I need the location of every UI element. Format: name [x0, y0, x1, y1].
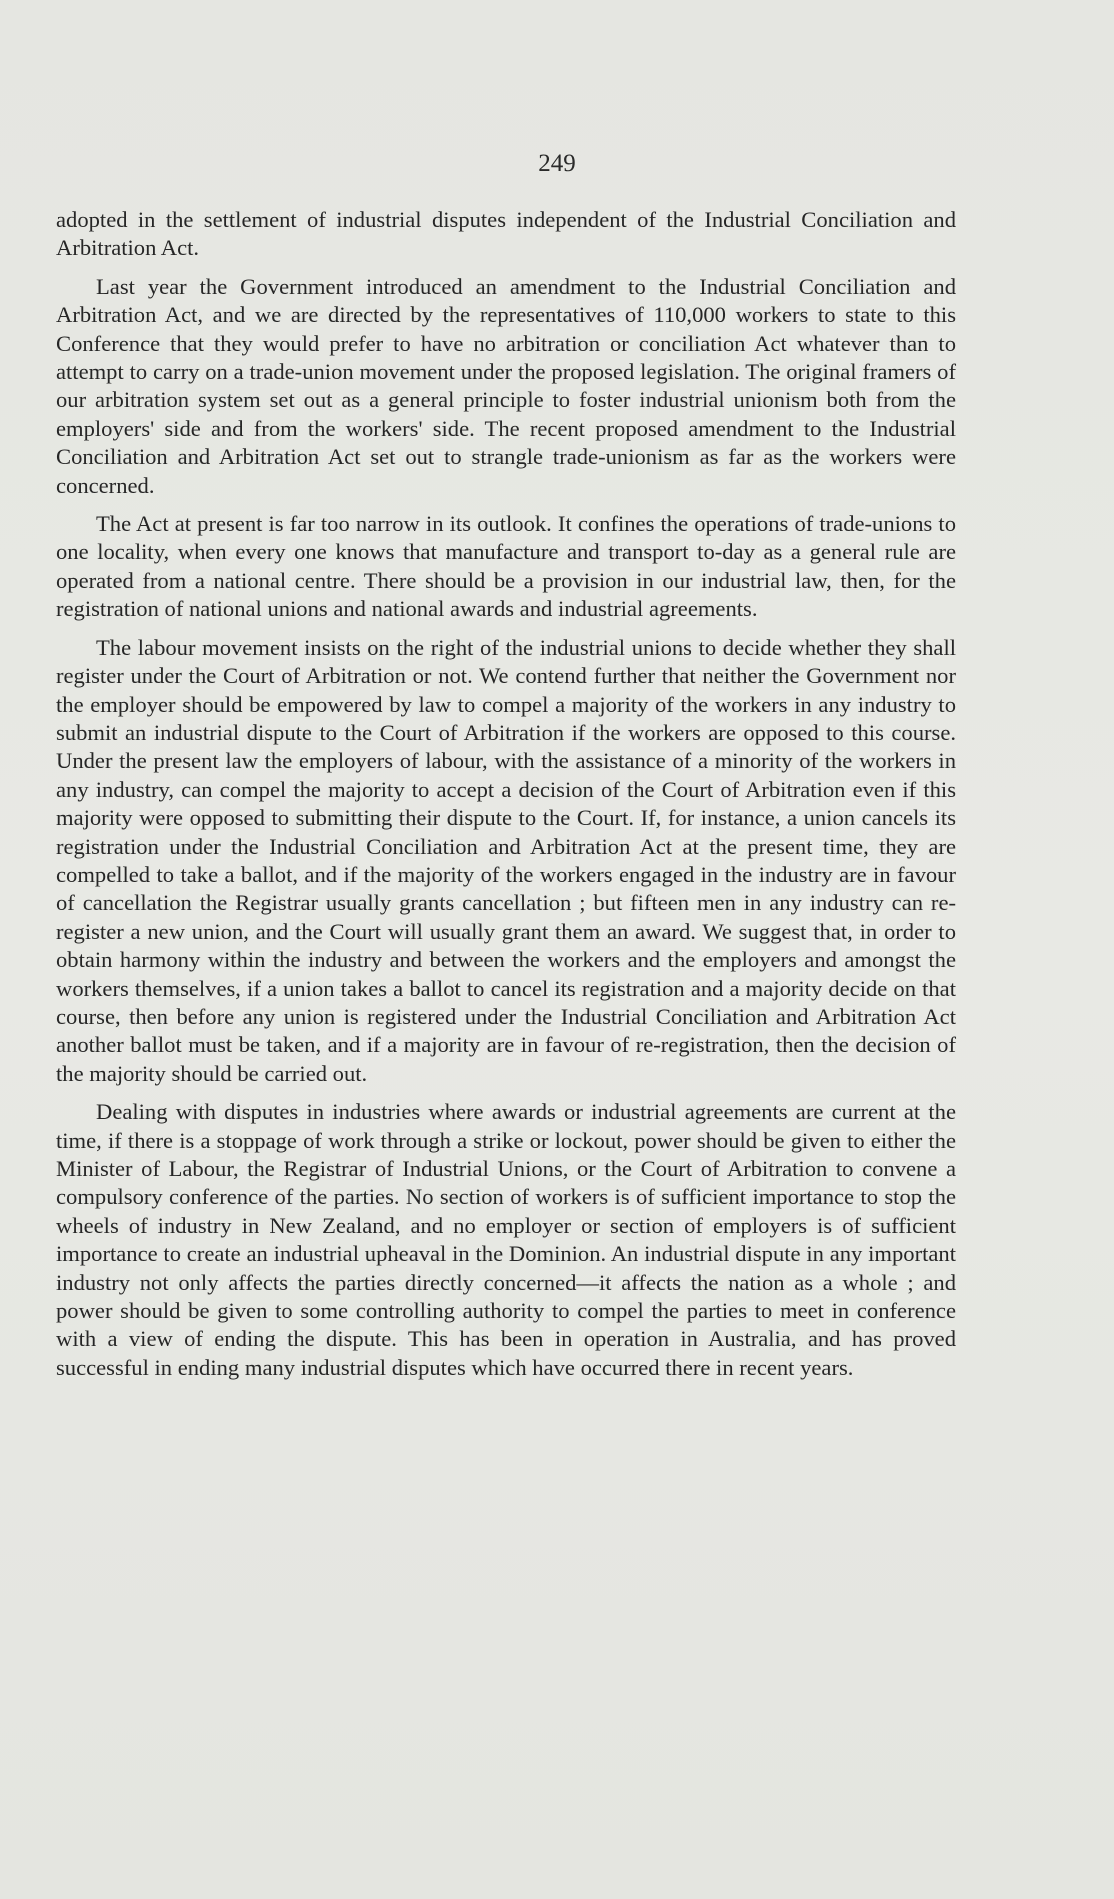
paragraph-disputes: Dealing with disputes in industries where awards or industrial agreements are current at the time, if there is a stoppage of work through a strike or lockout, power should be given to either the Minister of Labour, the Registrar of Industrial Unions, or the Court of Arbitration to convene a compulsory conference of the parties. No section of workers is of sufficient importance to stop the wheels of industry in New Zealand, and no employer or section of employers is of sufficient importance to create an industrial upheaval in the Dominion. An industrial dispute in any important industry not only affects the parties directly concerned—it affects the nation as a whole ; and power should be given to some controlling authority to compel the parties to meet in conference with a view of ending the dispute. This has been in operation in Australia, and has proved successful in ending many industrial disputes which have occurred there in recent years. — [56, 1099, 956, 1380]
paragraph-amendment: Last year the Government introduced an amendment to the Industrial Conciliation and Arbitration Act, and we are directed by the representatives of 110,000 workers to state to this Conference that they would prefer to have no arbitration or conciliation Act whatever than to attempt to carry on a trade-union movement under the proposed legislation. The original framers of our arbitration system set out as a general principle to foster industrial unionism both from the employers' side and from the workers' side. The recent proposed amendment to the Industrial Conciliation and Arbitration Act set out to strangle trade-unionism as far as the workers were concerned. — [56, 273, 956, 498]
paragraph-registration-rights: The labour movement insists on the right of the industrial unions to decide whether they shall register under the Court of Arbitration or not. We contend further that neither the Government nor the employer should be empowered by law to compel a majority of the workers in any industry to submit an industrial dispute to the Court of Arbitration if the workers are opposed to this course. Under the present law the employers of labour, with the assistance of a minority of the workers in any industry, can compel the majority to accept a decision of the Court of Arbitration even if this majority were opposed to submitting their dispute to the Court. If, for instance, a union cancels its registration under the Industrial Conciliation and Arbitration Act at the present time, they are compelled to take a ballot, and if the majority of the workers engaged in the industry are in favour of cancellation the Registrar usually grants cancellation ; but fifteen men in any industry can re-register a new union, and the Court will usually grant them an award. We suggest that, in order to obtain harmony within the industry and between the workers and the employers and amongst the workers themselves, if a union takes a ballot to cancel its registration and a majority decide on that course, then before any union is registered under the Industrial Conciliation and Arbitration Act another ballot must be taken, and if a majority are in favour of re-registration, then the decision of the majority should be carried out. — [56, 634, 956, 1086]
paragraph-act-outlook: The Act at present is far too narrow in its outlook. It confines the operations of trade-unions to one locality, when every one knows that manufacture and transport to-day as a general rule are operated from a national centre. There should be a provision in our industrial law, then, for the registration of national unions and national awards and industrial agreements. — [56, 511, 956, 622]
page-number: 249 — [538, 150, 576, 177]
body-text — [56, 206, 956, 1392]
paragraph-continuation: adopted in the settlement of industrial disputes independent of the Industrial Conciliation and Arbitration Act. — [56, 207, 956, 261]
